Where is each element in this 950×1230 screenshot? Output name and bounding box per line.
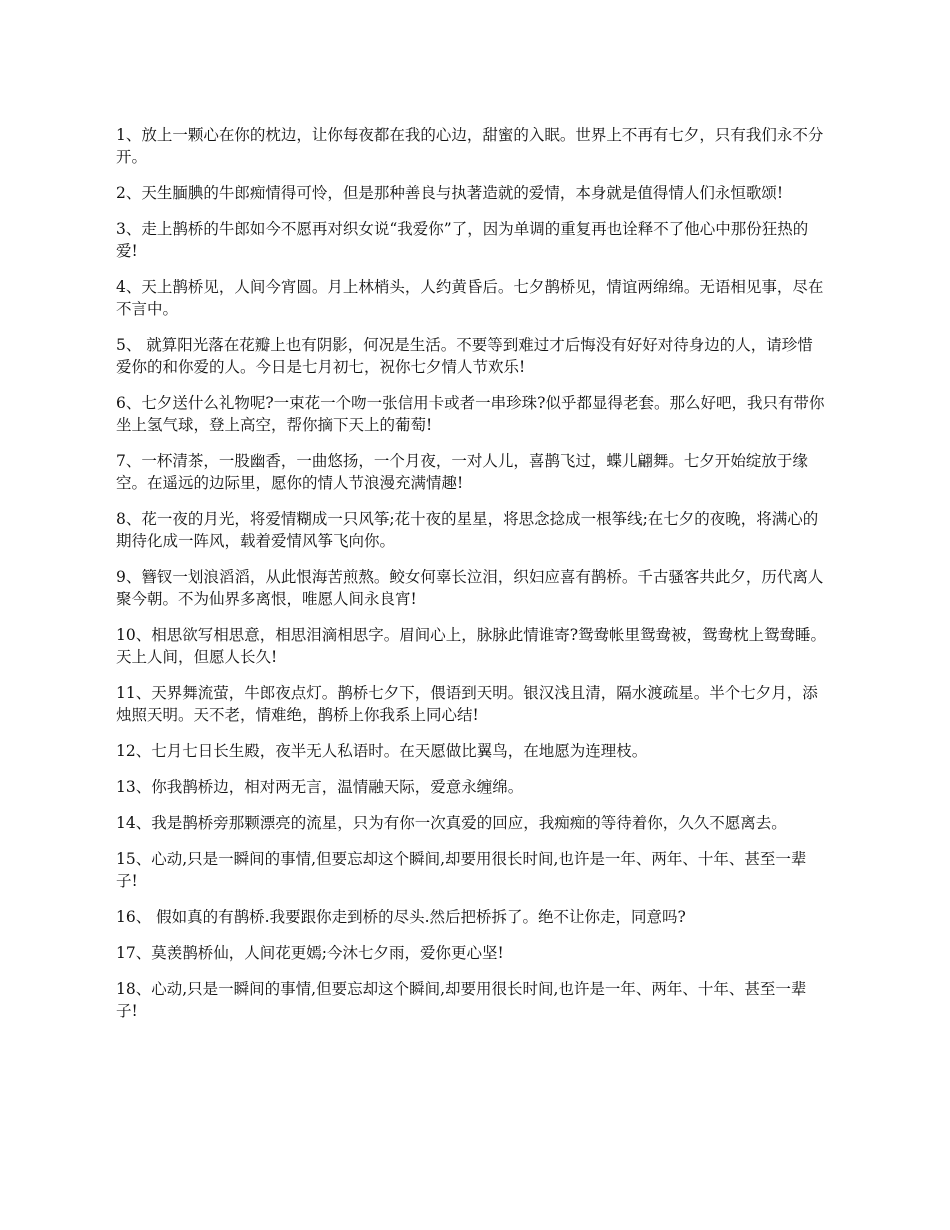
paragraph-4: 4、天上鹊桥见，人间今宵圆。月上林梢头，人约黄昏后。七夕鹊桥见，情谊两绵绵。无语相见事，尽在不言中。: [116, 278, 824, 318]
paragraph-8: 8、花一夜的月光，将爱情糊成一只风筝;花十夜的星星，将思念捻成一根筝线;在七夕的夜晚，将满心的期待化成一阵风，载着爱情风筝飞向你。: [116, 510, 819, 550]
paragraph-15: 15、心动,只是一瞬间的事情,但要忘却这个瞬间,却要用很长时间,也许是一年、两年、十年、甚至一辈子!: [116, 850, 807, 890]
paragraph-1: 1、放上一颗心在你的枕边，让你每夜都在我的心边，甜蜜的入眠。世界上不再有七夕，只有我们永不分开。: [116, 126, 824, 166]
paragraph-10: 10、相思欲写相思意，相思泪滴相思字。眉间心上，脉脉此情谁寄?鸳鸯帐里鸳鸯被，鸳鸯枕上鸳鸯睡。天上人间，但愿人长久!: [116, 626, 827, 666]
paragraph-2: 2、天生腼腆的牛郎痴情得可怜，但是那种善良与执著造就的爱情，本身就是值得情人们永恒歌颂!: [116, 184, 784, 202]
paragraph-9: 9、簪钗一划浪滔滔，从此恨海苦煎熬。鲛女何辜长泣泪，织妇应喜有鹊桥。千古骚客共此夕，历代离人聚今朝。不为仙界多离恨，唯愿人间永良宵!: [116, 568, 824, 608]
paragraph-18: 18、心动,只是一瞬间的事情,但要忘却这个瞬间,却要用很长时间,也许是一年、两年、十年、甚至一辈子!: [116, 980, 807, 1020]
paragraph-16: 16、 假如真的有鹊桥.我要跟你走到桥的尽头.然后把桥拆了。绝不让你走，同意吗?: [116, 908, 686, 926]
paragraph-11: 11、天界舞流萤，牛郎夜点灯。鹊桥七夕下，偎语到天明。银汉浅且清，隔水渡疏星。半个七夕月，添烛照天明。天不老，情难绝，鹊桥上你我系上同心结!: [116, 684, 818, 724]
paragraph-3: 3、走上鹊桥的牛郎如今不愿再对织女说“我爱你”了，因为单调的重复再也诠释不了他心中那份狂热的爱!: [116, 220, 809, 260]
paragraph-13: 13、你我鹊桥边，相对两无言，温情融天际，爱意永缠绵。: [116, 778, 524, 796]
paragraph-17: 17、莫羡鹊桥仙，人间花更嫣;今沐七夕雨，爱你更心坚!: [116, 944, 504, 962]
paragraph-7: 7、一杯清茶，一股幽香，一曲悠扬，一个月夜，一对人儿，喜鹊飞过，蝶儿翩舞。七夕开始绽放于缘空。在遥远的边际里，愿你的情人节浪漫充满情趣!: [116, 452, 808, 492]
paragraph-6: 6、七夕送什么礼物呢?一束花一个吻一张信用卡或者一串珍珠?似乎都显得老套。那么好吧，我只有带你坐上氢气球，登上高空，帮你摘下天上的葡萄!: [116, 394, 825, 434]
paragraph-14: 14、我是鹊桥旁那颗漂亮的流星，只为有你一次真爱的回应，我痴痴的等待着你，久久不愿离去。: [116, 814, 787, 832]
document-page: [116, 124, 828, 1036]
paragraph-5: 5、 就算阳光落在花瓣上也有阴影，何况是生活。不要等到难过才后悔没有好好对待身边的人，请珍惜爱你的和你爱的人。今日是七月初七，祝你七夕情人节欢乐!: [116, 336, 813, 376]
paragraph-12: 12、七月七日长生殿，夜半无人私语时。在天愿做比翼鸟，在地愿为连理枝。: [116, 742, 648, 760]
